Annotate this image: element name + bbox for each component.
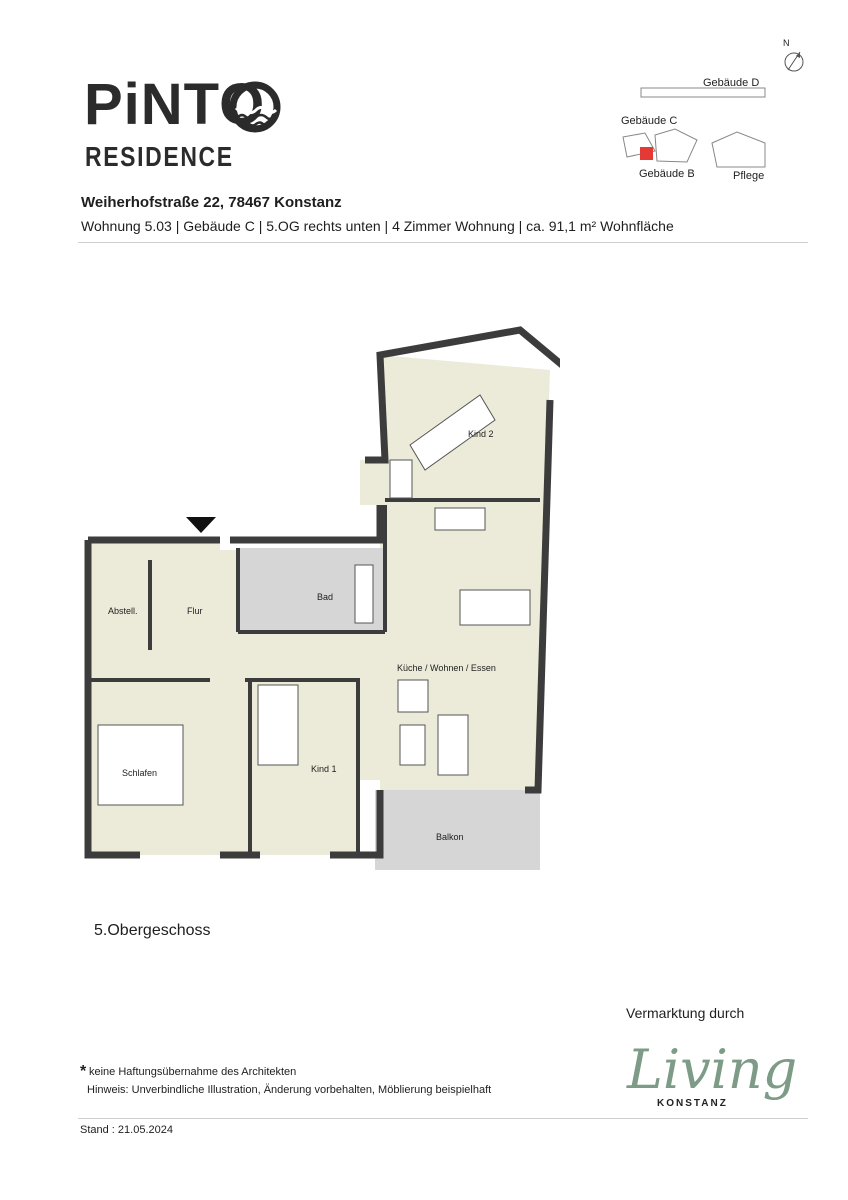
bathtub bbox=[355, 565, 373, 623]
north-label: N bbox=[783, 38, 790, 48]
stand-date: Stand : 21.05.2024 bbox=[80, 1124, 173, 1136]
cooktop bbox=[435, 508, 485, 530]
site-plan bbox=[615, 85, 775, 175]
disclaimer-mark: * bbox=[80, 1063, 87, 1080]
disclaimer-line1: keine Haftungsübernahme des Architekten bbox=[89, 1066, 297, 1078]
room-label-flur: Flur bbox=[187, 606, 203, 616]
brand-logo-subtitle: RESIDENCE bbox=[85, 141, 234, 172]
brand-logo-word: PiNTO bbox=[84, 72, 266, 137]
entrance-arrow-icon bbox=[186, 517, 216, 535]
floor-title: 5.Obergeschoss bbox=[94, 922, 211, 939]
room-label-abstell: Abstell. bbox=[108, 606, 138, 616]
marketing-label: Vermarktung durch bbox=[626, 1005, 745, 1021]
dining-table bbox=[438, 715, 468, 775]
living-logo-word: Living bbox=[627, 1038, 798, 1101]
unit-info: Wohnung 5.03 | Gebäude C | 5.OG rechts unten | 4 Zimmer Wohnung | ca. 91,1 m² Wohnfläche bbox=[81, 218, 674, 234]
room-label-schlafen: Schlafen bbox=[122, 768, 158, 778]
room-label-bad: Bad bbox=[317, 592, 334, 602]
cabinet bbox=[390, 460, 412, 498]
chair bbox=[400, 725, 425, 765]
site-label-gebaeude-b: Gebäude B bbox=[639, 168, 695, 180]
highlighted-unit bbox=[640, 147, 653, 160]
balcony-floor bbox=[375, 790, 540, 870]
bed-schlafen bbox=[98, 725, 183, 805]
header-divider bbox=[78, 242, 808, 243]
room-label-balkon: Balkon bbox=[436, 832, 464, 842]
disclaimer-line2: Hinweis: Unverbindliche Illustration, Änderung vorbehalten, Möblierung beispielhaft bbox=[87, 1084, 492, 1096]
kitchen-chair bbox=[398, 680, 428, 712]
footer-divider bbox=[78, 1118, 808, 1119]
wave-logo-icon bbox=[228, 80, 282, 134]
site-label-gebaeude-d: Gebäude D bbox=[703, 77, 760, 89]
property-address: Weiherhofstraße 22, 78467 Konstanz bbox=[81, 194, 342, 211]
room-label-kind2: Kind 2 bbox=[468, 429, 494, 439]
room-label-kind1: Kind 1 bbox=[311, 764, 337, 774]
bed-kind1 bbox=[258, 685, 298, 765]
site-label-gebaeude-c: Gebäude C bbox=[621, 115, 678, 127]
room-label-kueche: Küche / Wohnen / Essen bbox=[397, 663, 496, 673]
living-logo-sub: KONSTANZ bbox=[657, 1098, 728, 1109]
site-label-pflege: Pflege bbox=[733, 170, 765, 182]
sofa bbox=[460, 590, 530, 625]
